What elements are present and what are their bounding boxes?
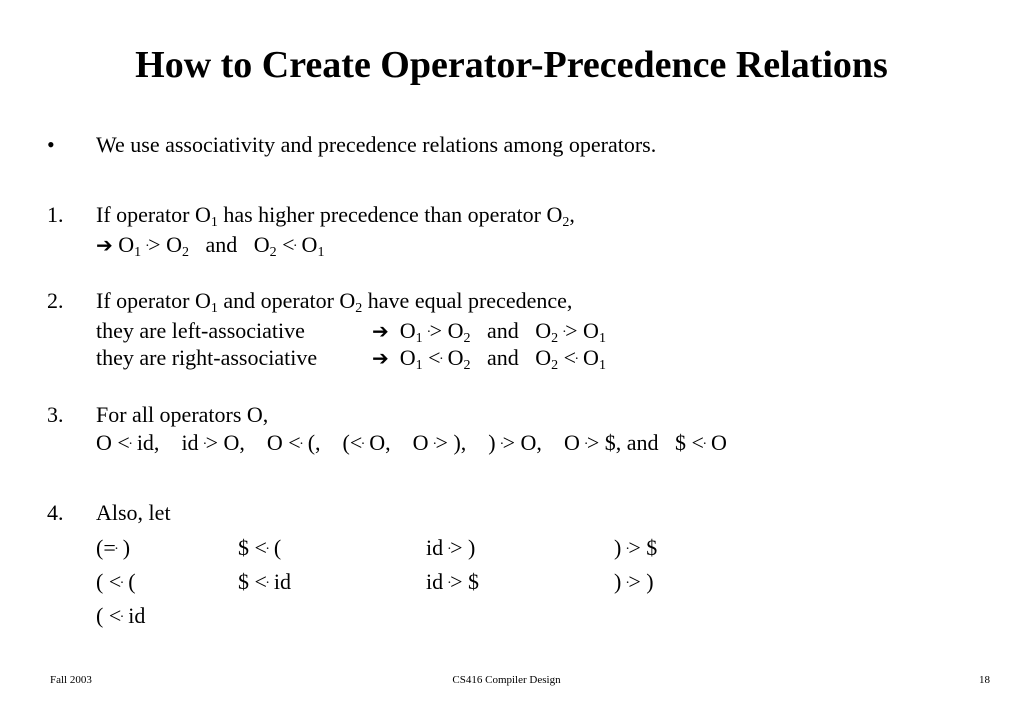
table-row-2-col-2: $ <. id — [238, 569, 292, 594]
item-1-number: 1. — [47, 202, 64, 227]
footer-right: 18 — [979, 674, 990, 686]
item-2-number: 2. — [47, 288, 64, 313]
bullet-marker: • — [47, 132, 55, 157]
table-row-2-col-3: id .> $ — [426, 569, 480, 594]
item-1-line1: If operator $O_1$ has higher precedence than operator $O_2$, — [96, 202, 575, 230]
right-arrow-icon: ➔ — [96, 233, 113, 257]
table-row-2-col-4: ) .> ) — [614, 569, 654, 594]
footer-left: Fall 2003 — [50, 674, 92, 686]
item-3-line1: For all operators O, — [96, 402, 269, 427]
table-row-2-col-1: ( <. ( — [96, 569, 136, 594]
table-row-1-col-2: $ <. ( — [238, 535, 282, 560]
slide-title: How to Create Operator-Precedence Relations — [135, 44, 888, 86]
item-4-line1: Also, let — [96, 500, 171, 525]
item-3-number: 3. — [47, 402, 64, 427]
item-4-number: 4. — [47, 500, 64, 525]
table-row-1-col-1: (=. ) — [96, 535, 131, 560]
item-2-right-assoc: they are right-associative — [96, 345, 318, 370]
table-row-3-col-1: ( <. id — [96, 603, 146, 628]
bullet-text: We use associativity and precedence relations among operators. — [96, 132, 657, 157]
item-2-line1: If operator $O_1$ and operator $O_2$ have equal precedence, — [96, 288, 573, 316]
right-arrow-icon: ➔ — [372, 346, 389, 370]
table-row-1-col-4: ) .> $ — [614, 535, 658, 560]
table-row-1-col-3: id .> ) — [426, 535, 476, 560]
item-2-right-assoc-relation: ➔ $O_1 <^.$ $O_2$ and $O_2 <^.$ $O_1$ — [372, 345, 606, 373]
item-2-left-assoc-relation: ➔ $O_1$ $^.> O_2$ and $O_2$ $^.> O_1$ — [372, 318, 606, 346]
item-2-left-assoc: they are left-associative — [96, 318, 305, 343]
footer-center: CS416 Compiler Design — [452, 674, 561, 686]
item-1-line2: ➔ $O_1$ $^.> O_2$ and $O_2 <^.$ $O_1$ — [96, 232, 325, 260]
right-arrow-icon: ➔ — [372, 319, 389, 343]
item-3-relations: O <. id, id .> O, O <. (, (<. O, O .> ), ) .> O, O .> $, and $ <. O — [96, 430, 727, 455]
